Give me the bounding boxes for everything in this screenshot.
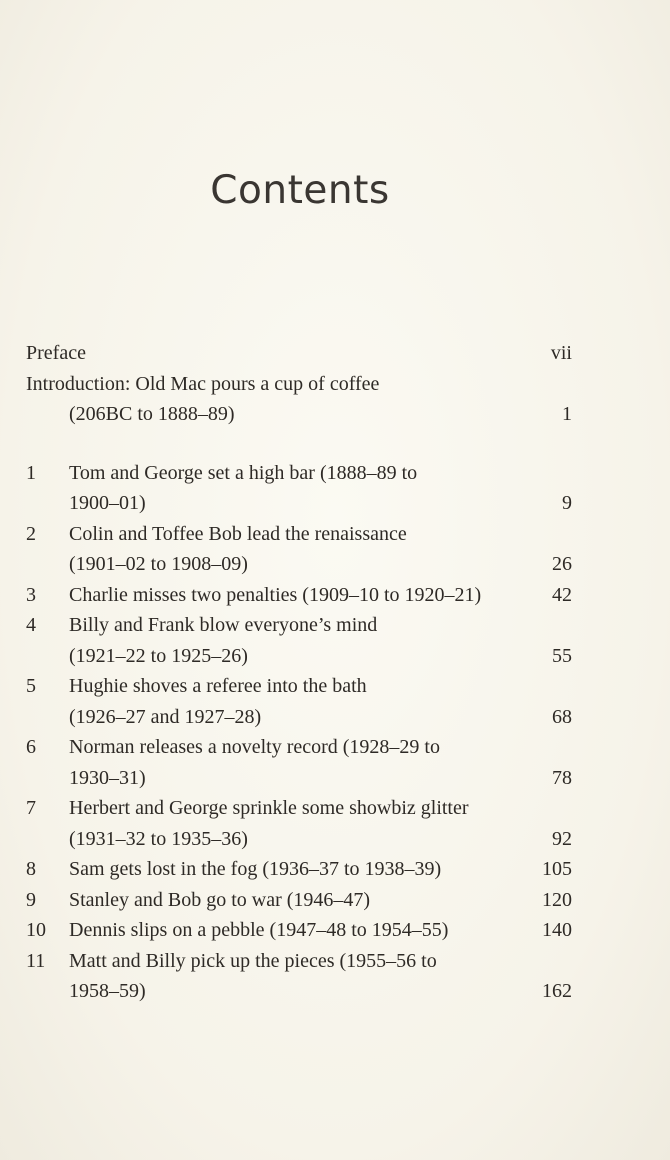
chapter-number: 8 [26,858,36,880]
toc-page-number: 26 [552,553,572,575]
toc-entry-title-continued: (1926–27 and 1927–28) [69,705,262,728]
toc-entry-title: Colin and Toffee Bob lead the renaissance [69,522,407,545]
chapter-number: 2 [26,522,36,545]
toc-entry-title-continued: 1900–01) [69,492,146,514]
toc-entry-chapter-10[interactable] [26,915,572,946]
toc-page-number: 140 [542,919,572,941]
toc-page-number: 105 [542,858,572,880]
chapter-number: 6 [26,736,36,758]
toc-page-number: 55 [552,644,572,667]
chapter-number: 3 [26,583,36,606]
page-title: Contents [210,168,390,213]
toc-page-number: 68 [552,705,572,728]
toc-entry-chapter-3[interactable] [26,580,572,611]
toc-page-number: 9 [562,492,572,514]
toc-entry-title: Billy and Frank blow everyone’s mind [69,614,378,636]
chapter-number: 10 [26,919,46,941]
toc-entry-title-continued: 1930–31) [69,766,146,789]
toc-entry-introduction[interactable] [26,369,572,430]
toc-entry-chapter-2[interactable] [26,519,572,580]
toc-entry-title: Preface [26,342,86,364]
toc-entry-title: Matt and Billy pick up the pieces (1955–56 to [69,949,437,972]
toc-entry-title: Dennis slips on a pebble (1947–48 to 1954–55) [69,919,449,941]
chapter-number: 5 [26,675,36,697]
section-gap [26,430,572,458]
toc-entry-title: Herbert and George sprinkle some showbiz glitter [69,797,469,819]
toc-entry-title: Charlie misses two penalties (1909–10 to 1920–21) [69,583,482,606]
toc-entry-chapter-9[interactable] [26,885,572,916]
toc-page-number: 42 [552,583,572,606]
toc-page-number: vii [550,342,572,364]
chapter-number: 1 [26,461,36,484]
chapter-number: 4 [26,614,36,636]
toc-entry-chapter-8[interactable] [26,854,572,885]
toc-page-number: 162 [542,980,572,1002]
toc-entry-title: Introduction: Old Mac pours a cup of coffee [26,372,380,395]
toc-entry-subtitle: (206BC to 1888–89) [69,403,235,425]
chapter-number: 7 [26,797,36,819]
toc-page-number: 78 [552,766,572,789]
toc-entry-chapter-11[interactable] [26,946,572,1007]
toc-entry-title-continued: 1958–59) [69,980,146,1002]
toc-page-number: 1 [562,403,572,425]
chapter-number: 11 [26,949,46,972]
toc-entry-title: Hughie shoves a referee into the bath [69,675,367,697]
toc-entry-title-continued: (1901–02 to 1908–09) [69,553,248,575]
toc-entry-preface[interactable] [26,338,572,369]
toc-entry-title: Norman releases a novelty record (1928–29 to [69,736,440,758]
toc-entry-title-continued: (1931–32 to 1935–36) [69,827,248,850]
toc-entry-chapter-5[interactable] [26,671,572,732]
table-of-contents [26,338,572,1007]
toc-entry-title: Sam gets lost in the fog (1936–37 to 1938–39) [69,858,442,880]
chapter-number: 9 [26,888,36,911]
toc-entry-chapter-7[interactable] [26,793,572,854]
toc-page-number: 120 [542,888,572,911]
toc-entry-chapter-6[interactable] [26,732,572,793]
toc-entry-chapter-1[interactable] [26,458,572,519]
toc-entry-title: Tom and George set a high bar (1888–89 to [69,461,418,484]
toc-entry-title: Stanley and Bob go to war (1946–47) [69,888,371,911]
toc-entry-title-continued: (1921–22 to 1925–26) [69,644,248,667]
toc-page-number: 92 [552,827,572,850]
toc-entry-chapter-4[interactable] [26,610,572,671]
